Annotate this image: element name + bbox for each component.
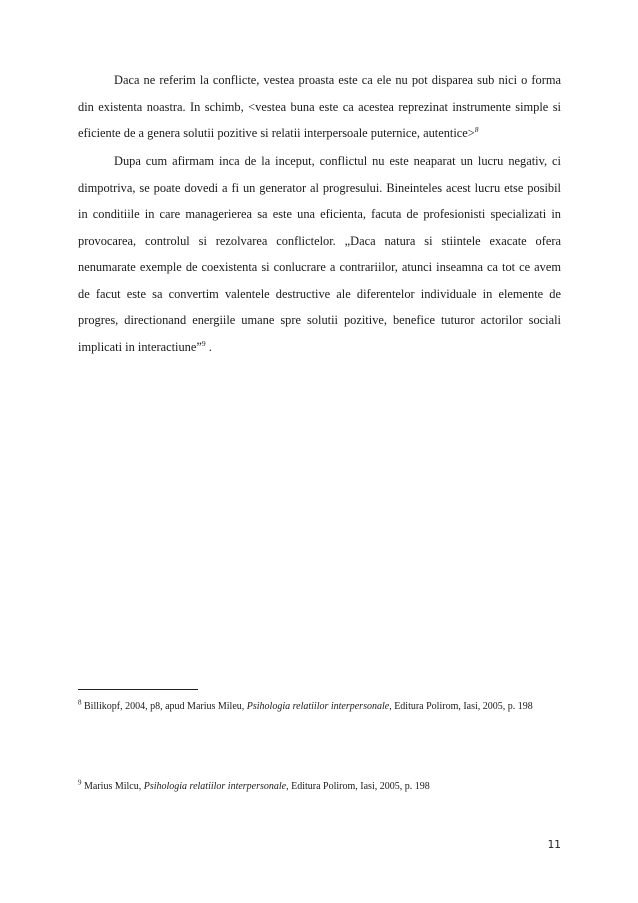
paragraph-2 (78, 148, 561, 360)
footnote-8-title: Psihologia relatiilor interpersonale (246, 701, 390, 712)
footnote-9-title: Psihologia relatiilor interpersonale (143, 781, 287, 792)
footnote-8 (78, 697, 561, 717)
footnote-9-number: 9 (78, 778, 82, 787)
paragraph-1-text: Daca ne referim la conflicte, vestea proasta este ca ele nu pot disparea sub nici o forma din existenta noastra. In schimb, <vestea buna este ca acestea reprezinat instrumente simple si eficiente de a genera solutii pozitive si relatii interpersoale puternice, autentice> (78, 73, 561, 140)
paragraph-2-text: Dupa cum afirmam inca de la inceput, conflictul nu este neaparat un lucru negativ, ci dimpotriva, se poate dovedi a fi un generator al progresului. Bineinteles acest lucru etse posibil in conditiile in care managerierea sa este una eficienta, facuta de profesionisti specializati in provocarea, controlul si rezolvarea conflictelor. „Daca natura si stiintele exacate ofera nenumarate exemple de coexistenta si conlucrare a contrariilor, atunci inseamna ca tot ce avem de facut este sa convertim valentele destructive ale diferentelor individuale in elemente de progres, directionand energiile umane spre solutii pozitive, benefice tuturor actorilor sociali implicati in interactiune” (78, 154, 561, 354)
paragraph-1 (78, 67, 561, 147)
page-number: 11 (547, 839, 561, 851)
footnote-ref-8[interactable]: 8 (474, 124, 479, 134)
footnote-8-before: Billikopf, 2004, p8, apud Marius Mileu, (81, 701, 247, 712)
footnote-9-before: Marius Milcu, (81, 781, 144, 792)
footnote-8-after: , Editura Polirom, Iasi, 2005, p. 198 (389, 701, 533, 712)
footnote-8-number: 8 (78, 698, 82, 707)
footnote-9-after: , Editura Polirom, Iasi, 2005, p. 198 (286, 781, 430, 792)
footnote-9 (78, 777, 561, 797)
footnote-separator (78, 689, 198, 690)
footnote-ref-9[interactable]: 9 (201, 338, 206, 348)
paragraph-2-tail: . (205, 339, 212, 354)
